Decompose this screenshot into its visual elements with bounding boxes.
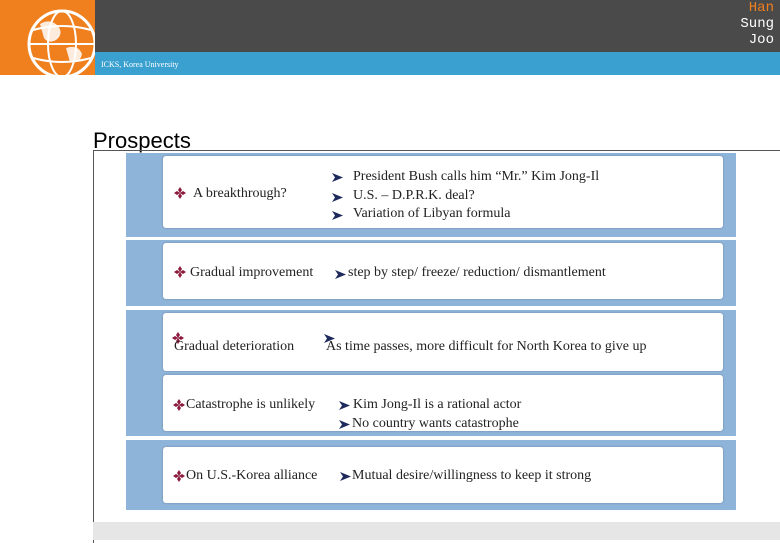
brand-line-2: Sung bbox=[740, 16, 774, 32]
arrowhead-icon bbox=[332, 193, 343, 202]
row-detail: President Bush calls him “Mr.” Kim Jong-Il bbox=[353, 169, 600, 184]
row-label: Gradual deterioration bbox=[174, 339, 295, 354]
diamond-bullet-icon bbox=[174, 187, 186, 199]
top-header-bar bbox=[0, 0, 780, 52]
arrowhead-icon bbox=[335, 270, 346, 279]
row-detail: Kim Jong-Il is a rational actor bbox=[353, 397, 522, 412]
diamond-bullet-icon bbox=[174, 266, 186, 278]
arrowhead-icon bbox=[340, 472, 351, 481]
arrowhead-icon bbox=[339, 420, 350, 429]
page-title: Prospects bbox=[93, 128, 191, 153]
arrowhead-icon bbox=[332, 173, 343, 182]
globe-icon bbox=[0, 0, 95, 75]
row-detail: No country wants catastrophe bbox=[352, 416, 519, 431]
brand-name bbox=[740, 0, 774, 48]
brand-line-3: Joo bbox=[748, 32, 774, 48]
row-detail: As time passes, more difficult for North Korea to give up bbox=[326, 339, 647, 354]
diamond-bullet-icon bbox=[173, 470, 185, 482]
row-detail: step by step/ freeze/ reduction/ dismantlement bbox=[348, 265, 606, 280]
institution-label: ICKS, Korea University bbox=[101, 60, 179, 69]
row-label: Catastrophe is unlikely bbox=[186, 397, 316, 412]
frame-footer-strip bbox=[93, 522, 780, 540]
row-detail: Variation of Libyan formula bbox=[353, 206, 511, 221]
row-label: A breakthrough? bbox=[193, 186, 287, 201]
sub-header-bar bbox=[95, 52, 780, 75]
row-label: Gradual improvement bbox=[190, 265, 314, 280]
row-detail: Mutual desire/willingness to keep it strong bbox=[352, 468, 592, 483]
logo-panel bbox=[0, 0, 95, 75]
arrowhead-icon bbox=[339, 401, 350, 410]
arrowhead-icon bbox=[332, 211, 343, 220]
diamond-bullet-icon bbox=[173, 399, 185, 411]
row-label: On U.S.-Korea alliance bbox=[186, 468, 318, 483]
brand-line-1: Han bbox=[748, 0, 774, 16]
row-detail: U.S. – D.P.R.K. deal? bbox=[353, 188, 475, 203]
